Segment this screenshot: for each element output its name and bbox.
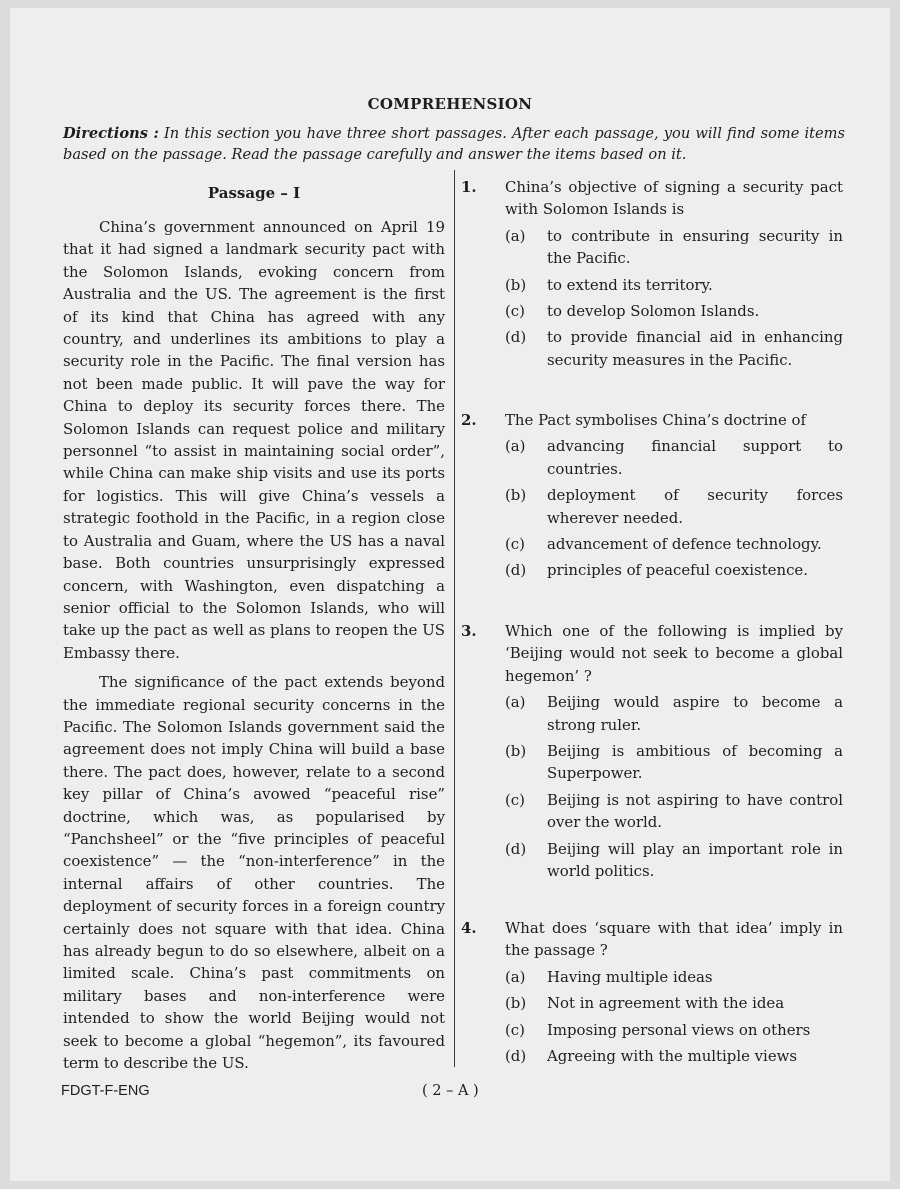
option-text: advancement of defence technology. [547,535,822,554]
option-text: Beijing will play an important role in world politics. [547,839,843,881]
question-stem [461,620,843,687]
passage-paragraph: The significance of the pact extends beyond the immediate regional security concerns in the Pacific. The Solomon Islands government said the agreement does not imply China will build a base there. The pact does, however, relate to a second key pillar of China’s avowed “peaceful rise” doctrine, which was, as popularised by “Panchsheel” or the “five principles of peaceful coexistence” — the “non-interference” in the internal affairs of other countries. The deployment of security forces in a foreign country certainly does not square with that idea. China has already begun to do so elsewhere, albeit on a limited scale. China’s past commitments on military bases and non-interference were intended to show the world Beijing would not seek to become a global “hegemon”, its favoured term to describe the US. [63,673,445,1073]
answer-option [461,326,843,371]
footer-page-number: ( 2 – A ) [422,1083,479,1099]
answer-option [461,533,843,555]
answer-option [461,1045,843,1067]
question-number: 3. [461,622,477,640]
question-text: What does ‘square with that idea’ imply in the passage ? [505,919,843,960]
option-text: Beijing is ambitious of becoming a Superpower. [547,742,843,783]
option-text: Beijing is not aspiring to have control over the world. [547,790,843,832]
answer-option [461,966,843,988]
question-text: The Pact symbolises China’s doctrine of [505,411,807,429]
answer-option [461,789,843,834]
answer-option [461,1019,843,1041]
option-label: (c) [505,790,525,809]
question-number: 4. [461,919,477,937]
answer-option [461,484,843,529]
option-text: principles of peaceful coexistence. [547,561,808,580]
column-divider [454,170,455,1067]
option-text: Agreeing with the multiple views [547,1047,798,1066]
option-label: (d) [505,561,527,580]
option-text: Having multiple ideas [547,967,713,986]
option-label: (a) [505,967,526,986]
option-text: to provide financial aid in enhancing security measures in the Pacific. [547,328,843,369]
option-label: (c) [505,1020,525,1039]
question-text: China’s objective of signing a security pact with Solomon Islands is [505,178,843,219]
section-heading: COMPREHENSION [367,95,533,113]
answer-option [461,300,843,322]
question-stem [461,409,843,431]
option-label: (d) [505,839,527,858]
option-label: (b) [505,994,527,1013]
footer-booklet-code: FDGT-F-ENG [61,1083,150,1099]
answer-option [461,559,843,581]
question-3 [461,620,843,882]
directions-text [63,123,845,165]
option-text: to develop Solomon Islands. [547,302,760,321]
faint-watermark-stamp [360,42,610,70]
question-1 [461,176,843,371]
option-text: to contribute in ensuring security in the Pacific. [547,226,843,268]
option-label: (b) [505,486,527,505]
option-label: (d) [505,328,527,347]
option-label: (b) [505,742,527,761]
option-label: (c) [505,302,525,321]
option-text: to extend its territory. [547,275,713,294]
answer-option [461,838,843,883]
directions-label: Directions : [63,125,159,142]
passage-title: Passage – I [207,184,301,202]
option-label: (b) [505,275,527,294]
question-stem [461,176,843,221]
answer-option [461,691,843,736]
option-label: (a) [505,693,526,712]
question-4 [461,917,843,1067]
question-text: Which one of the following is implied by ‘Beijing would not seek to become a global hegemon’ ? [505,622,843,685]
option-label: (c) [505,535,525,554]
option-text: advancing financial support to countries. [547,437,843,478]
answer-option [461,992,843,1014]
option-text: deployment of security forces wherever needed. [547,486,843,527]
option-label: (a) [505,437,526,456]
answer-option [461,225,843,270]
option-text: Imposing personal views on others [547,1020,811,1039]
passage-paragraph: China’s government announced on April 19 that it had signed a landmark security pact with the Solomon Islands, evoking concern from Australia and the US. The agreement is the first of its kind that China has agreed with any country, and underlines its ambitions to play a security role in the Pacific. The final version has not been made public. It will pave the way for China to deploy its security forces there. The Solomon Islands can request police and military personnel “to assist in maintaining social order”, while China can make ship visits and use its ports for logistics. This will give China’s vessels a strategic foothold in the Pacific, in a region close to Australia and Guam, where the US has a naval base. Both countries unsurprisingly expressed concern, with Washington, even dispatching a senior official to the Solomon Islands, who will take up the pact as well as plans to reopen the US Embassy there. [63,218,445,662]
passage-body [63,216,445,1074]
question-stem [461,917,843,962]
option-label: (a) [505,226,526,245]
option-text: Beijing would aspire to become a strong ruler. [547,693,843,734]
option-text: Not in agreement with the idea [547,994,785,1013]
directions-body: In this section you have three short passages. After each passage, you will find some items based on the passage. Read the passage carefully and answer the items based on it. [63,125,845,163]
answer-option [461,274,843,296]
question-number: 1. [461,178,477,196]
question-number: 2. [461,411,477,429]
question-2 [461,409,843,582]
answer-option [461,435,843,480]
option-label: (d) [505,1047,527,1066]
answer-option [461,740,843,785]
